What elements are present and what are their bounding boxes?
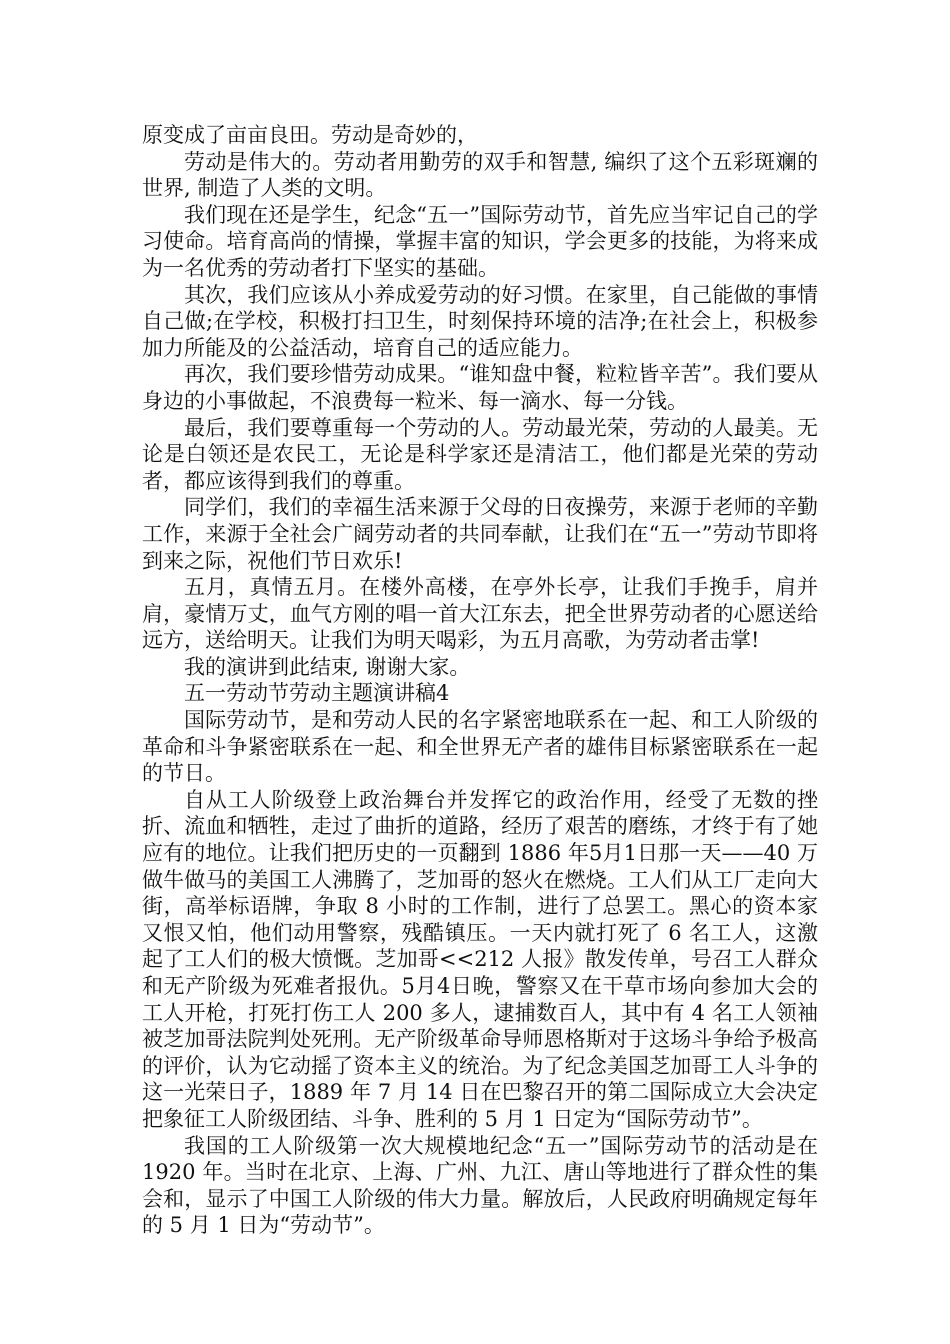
paragraph: 五月，真情五月。在楼外高楼，在亭外长亭，让我们手挽手，肩并肩，豪情万丈，血气方刚的唱一首大江东去，把全世界劳动者的心愿送给远方，送给明天。让我们为明天喝彩，为五月高歌，为劳动者击掌! xyxy=(142,575,818,653)
paragraph: 最后，我们要尊重每一个劳动的人。劳动最光荣，劳动的人最美。无论是白领还是农民工，无论是科学家还是清洁工，他们都是光荣的劳动者，都应该得到我们的尊重。 xyxy=(142,415,818,493)
paragraph: 原变成了亩亩良田。劳动是奇妙的， xyxy=(142,123,478,147)
paragraph: 其次，我们应该从小养成爱劳动的好习惯。在家里，自己能做的事情自己做;在学校，积极打扫卫生，时刻保持环境的洁净;在社会上，积极参加力所能及的公益活动，培育自己的适应能力。 xyxy=(142,282,818,360)
paragraph: 再次，我们要珍惜劳动成果。“谁知盘中餐，粒粒皆辛苦”。我们要从身边的小事做起，不浪费每一粒米、每一滴水、每一分钱。 xyxy=(142,362,818,413)
paragraph: 劳动是伟大的。劳动者用勤劳的双手和智慧, 编织了这个五彩斑斓的世界, 制造了人类的文明。 xyxy=(142,149,818,201)
paragraph: 我们现在还是学生，纪念“五一”国际劳动节，首先应当牢记自己的学习使命。培育高尚的情操，掌握丰富的知识，学会更多的技能，为将来成为一名优秀的劳动者打下坚实的基础。 xyxy=(142,202,818,280)
paragraph: 我的演讲到此结束, 谢谢大家。 xyxy=(184,654,471,679)
paragraph: 我国的工人阶级第一次大规模地纪念“五一”国际劳动节的活动是在 1920 年。当时在北京、上海、广州、九江、唐山等地进行了群众性的集会和，显示了中国工人阶级的伟大力量。解放后，人民政府明确规定每年的 5 月 1 日为“劳动节”。 xyxy=(142,1133,818,1238)
document-page xyxy=(142,122,818,1239)
paragraph: 国际劳动节，是和劳动人民的名字紧密地联系在一起、和工人阶级的革命和斗争紧密联系在一起、和全世界无产者的雄伟目标紧密联系在一起的节日。 xyxy=(142,708,818,786)
section-heading: 五一劳动节劳动主题演讲稿4 xyxy=(184,681,450,706)
paragraph: 同学们，我们的幸福生活来源于父母的日夜操劳，来源于老师的辛勤工作，来源于全社会广阔劳动者的共同奉献，让我们在“五一”劳动节即将到来之际，祝他们节日欢乐! xyxy=(142,495,818,573)
paragraph: 自从工人阶级登上政治舞台并发挥它的政治作用，经受了无数的挫折、流血和牺牲，走过了曲折的道路，经历了艰苦的磨练，才终于有了她应有的地位。让我们把历史的一页翻到 1886 年5月1日那一天——40 万做牛做马的美国工人沸腾了，芝加哥的怒火在燃烧。工人们从工厂走向大街，高举标语牌，争取 8 小时的工作制，进行了总罢工。黑心的资本家又恨又怕，他们动用警察，残酷镇压。一天内就打死了 6 名工人，这激起了工人们的极大愤慨。芝加哥<<212 人报》散发传单，号召工人群众和无产阶级为死难者报仇。5月4日晚，警察又在干草市场向参加大会的工人开枪，打死打伤工人 200 多人，逮捕数百人，其中有 4 名工人领袖被芝加哥法院判处死刑。无产阶级革命导师恩格斯对于这场斗争给予极高的评价，认为它动摇了资本主义的统治。为了纪念美国芝加哥工人斗争的这一光荣日子，1889 年 7 月 14 日在巴黎召开的第二国际成立大会决定把象征工人阶级团结、斗争、胜利的 5 月 1 日定为“国际劳动节”。 xyxy=(142,787,818,1131)
